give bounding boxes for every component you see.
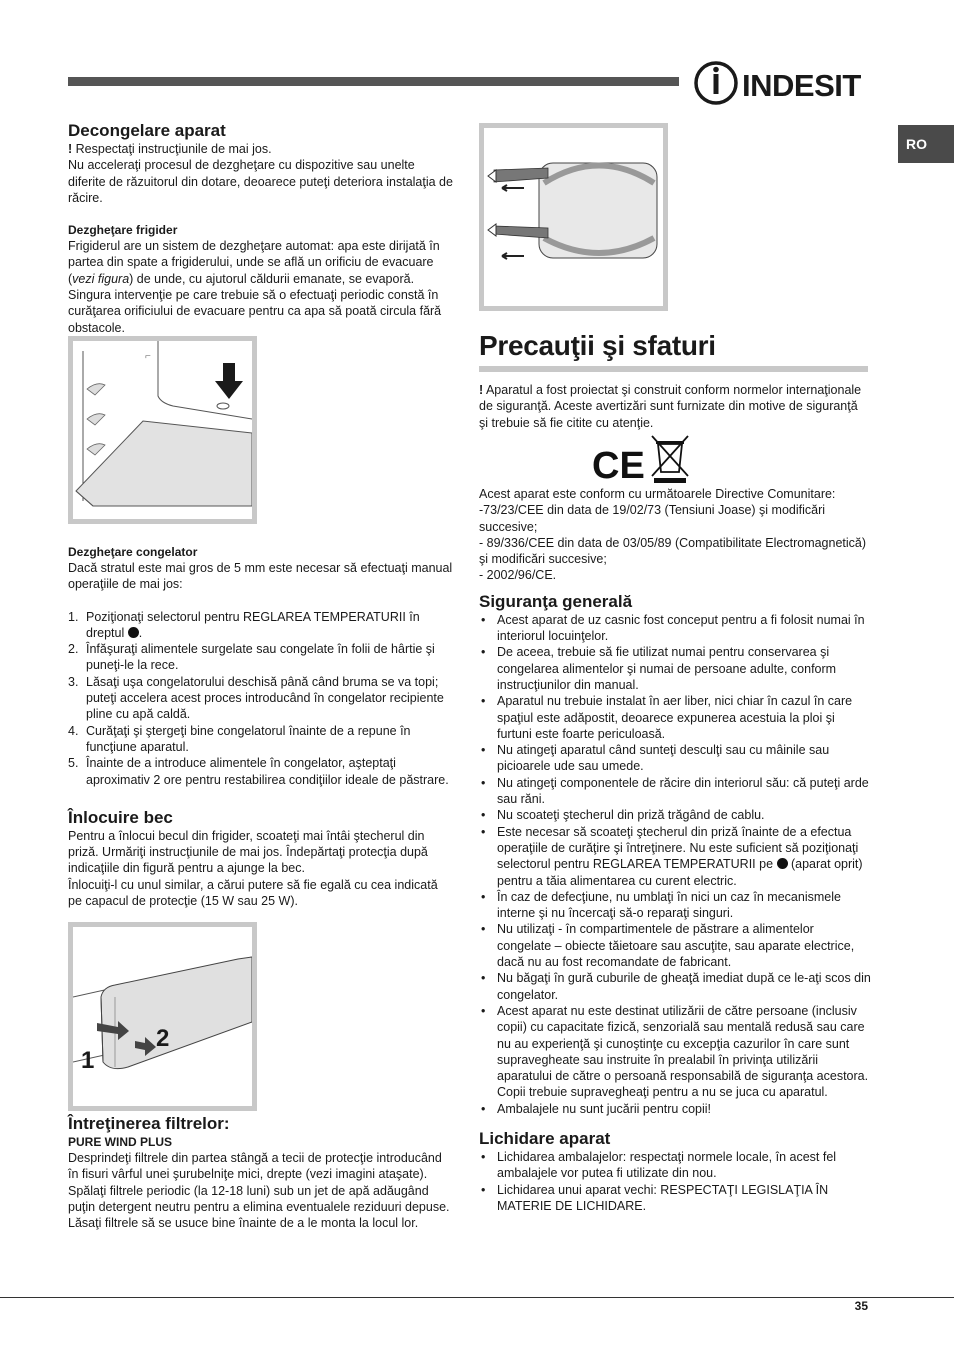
bulb-text-1: Pentru a înlocui becul din frigider, scoateţi mai întâi ştecherul din priză. Urmăriţi instrucţiunile de mai jos. Îndepărtaţi protecţia după indicaţiile din figură pentru a ajunge la bec. bbox=[68, 828, 428, 876]
page-number: 35 bbox=[854, 1299, 868, 1313]
filters-subtitle: PURE WIND PLUS bbox=[68, 1135, 173, 1149]
list-item: • Nu scoateţi ştecherul din priză trăgând de cablu. bbox=[479, 807, 871, 823]
directive-item: - 89/336/CEE din data de 03/05/89 (Compatibilitate Electromagnetică) şi modificări succesive; bbox=[479, 535, 867, 567]
warning-mark: ! bbox=[68, 142, 73, 156]
off-position-icon bbox=[128, 627, 139, 638]
disposal-list bbox=[479, 1149, 871, 1214]
list-item: • Acest aparat de uz casnic fost conceput pentru a fi folosit numai în interiorul locuinţelor. bbox=[479, 612, 871, 645]
list-item: • Acest aparat nu este destinat utilizării de către persoane (inclusiv copii) cu capacitate fizică, senzorială sau mentală redusă sau care nu au experienţă şi cunoştinţe cu excepţia cazurilor în care sunt supravegheate sau instruite în prealabil în privinţa utilizării aparatului de către o persoană responsabilă de siguranţa acestora. Copii trebuie supravegheaţi pentru a nu se juca cu aparatul. bbox=[479, 1003, 871, 1101]
list-item: • De aceea, trebuie să fie utilizat numai pentru conservarea şi congelarea alimentelor şi numai de persoane adulte, conform instrucţiunilor din manual. bbox=[479, 644, 871, 693]
bulb-fig-label-1: 1 bbox=[81, 1047, 95, 1074]
list-item: • Lichidarea unui aparat vechi: RESPECTAŢI LEGISLAŢIA ÎN MATERIE DE LICHIDARE. bbox=[479, 1182, 871, 1215]
list-item: 5. Înainte de a introduce alimentele în congelator, aşteptaţi aproximativ 2 ore pentru restabilirea condiţiilor ideale de păstrare. bbox=[68, 756, 449, 787]
disposal-title: Lichidare aparat bbox=[479, 1128, 611, 1148]
bulb-cover-figure bbox=[68, 922, 257, 1111]
header-rule bbox=[68, 77, 679, 86]
bulb-text-2: Înlocuiţi-l cu unul similar, a cărui putere să fie egală cu cea indicată pe capacul de protecţie (15 W sau 25 W). bbox=[68, 877, 438, 909]
safety-title: Siguranţa generală bbox=[479, 591, 633, 611]
list-item: • Aparatul nu trebuie instalat în aer liber, nici chiar în cazul în care spaţiul este adăpostit, deoarece expunerea acestuia la ploi şi furtuni este foarte periculoasă. bbox=[479, 693, 871, 742]
ce-mark-icon: CE bbox=[592, 445, 645, 484]
list-item: • Nu utilizaţi - în compartimentele de păstrare a alimentelor congelate – obiecte tăietoare sau ascuţite, sau aparate electrice, dacă nu au fost recomandate de fabricant. bbox=[479, 921, 871, 970]
filters-section bbox=[68, 1114, 454, 1231]
language-tab[interactable]: RO bbox=[898, 125, 954, 163]
directives-section bbox=[479, 486, 871, 1214]
list-item: • Nu băgaţi în gură cuburile de gheaţă imediat după ce le-aţi scos din congelator. bbox=[479, 970, 871, 1003]
precautions-header bbox=[479, 328, 868, 372]
list-item: 2. Înfăşuraţi alimentele surgelate sau congelate în folii de hârtie şi puneţi-le la rece. bbox=[68, 642, 435, 673]
filters-text-2: Spălaţi filtrele periodic (la 12-18 luni) sub un jet de apă adăugând puţin detergent neutru pentru a elimina eventualele reziduuri depuse. Lăsaţi filtrele să se usuce bine înainte de a le monta la locul lor. bbox=[68, 1183, 450, 1231]
defrost-steps bbox=[68, 609, 454, 788]
defrost-section bbox=[68, 121, 454, 336]
list-item: • Nu atingeţi aparatul când sunteţi desculţi sau cu mâinile sau picioarele ude sau umede. bbox=[479, 742, 871, 775]
fridge-defrost-title: Dezgheţare frigider bbox=[68, 223, 178, 238]
list-item: 4. Curăţaţi şi ştergeţi bine congelatorul înainte de a repune în funcţiune aparatul. bbox=[68, 723, 411, 754]
svg-text:⌐: ⌐ bbox=[145, 351, 151, 362]
freezer-defrost-text: Dacă stratul este mai gros de 5 mm este necesar să efectuaţi manual operaţiile de mai jos: bbox=[68, 561, 453, 592]
off-position-icon bbox=[777, 858, 788, 869]
list-item: • Ambalajele nu sunt jucării pentru copii! bbox=[479, 1101, 871, 1117]
safety-list bbox=[479, 612, 871, 1117]
filter-removal-figure bbox=[479, 123, 668, 311]
svg-text:INDESIT: INDESIT bbox=[742, 68, 861, 103]
fridge-defrost-text: Frigiderul are un sistem de dezgheţare automat: apa este dirijată în partea din spate a frigiderului, unde se află un orificiu de evacuare (vezi figura) de unde, cu ajutorul căldurii emanate, se evaporă. Singura intervenţie pe care trebuie să o efectuaţi periodic constă în curăţarea orificiului de evacuare pentru ca apa să poată circula fără obstacole. bbox=[68, 239, 442, 335]
weee-bin-icon bbox=[652, 436, 688, 483]
list-item: • Este necesar să scoateţi ştecherul din priză înainte de a efectua operaţiile de curăţire şi întreţinere. Nu este suficient să poziţionaţi selectorul pentru REGLAREA TEMPERATURII pe (aparat oprit) pentru a tăia alimentarea cu curent electric. bbox=[479, 824, 871, 889]
directive-item: -73/23/CEE din data de 19/02/73 (Tensiuni Joase) şi modificări succesive; bbox=[479, 503, 826, 534]
list-item: • Lichidarea ambalajelor: respectaţi normele locale, în acest fel ambalajele vor putea fi utilizate din nou. bbox=[479, 1149, 871, 1182]
warning-mark: ! bbox=[479, 383, 484, 397]
list-item: 1. Poziţionaţi selectorul pentru REGLAREA TEMPERATURII în dreptul . bbox=[68, 609, 420, 640]
intro-text: Aparatul a fost proiectat şi construit conform normelor internaţionale de siguranţă. Aceste avertizări sunt furnizate din motive de siguranţă şi trebuie să fie citite cu atenţie. bbox=[479, 383, 862, 430]
list-item: • În caz de defecţiune, nu umblaţi în nici un caz în mecanismele interne şi nu încercaţi să-o reparaţi singuri. bbox=[479, 889, 871, 922]
precautions-intro bbox=[479, 382, 868, 431]
defrost-intro: Respectaţi instrucţiunile de mai jos. bbox=[72, 142, 272, 156]
freezer-defrost-section bbox=[68, 544, 454, 909]
freezer-defrost-title: Dezgheţare congelator bbox=[68, 545, 198, 559]
list-item: 3. Lăsaţi uşa congelatorului deschisă până când bruma se va topi; puteţi accelera acest proces introducând în congelator recipiente pline cu apă caldă. bbox=[68, 674, 444, 722]
defrost-title: Decongelare aparat bbox=[68, 121, 226, 140]
directives-intro: Acest aparat este conform cu următoarele Directive Comunitare: bbox=[479, 487, 836, 501]
footer-rule bbox=[0, 1297, 954, 1298]
bulb-fig-label-2: 2 bbox=[156, 1025, 170, 1052]
page-title: Precauţii şi sfaturi bbox=[479, 330, 716, 361]
bulb-title: Înlocuire bec bbox=[68, 807, 173, 827]
filters-title: Întreţinerea filtrelor: bbox=[68, 1114, 230, 1133]
indesit-logo bbox=[694, 60, 870, 106]
directive-item: - 2002/96/CE. bbox=[479, 568, 557, 583]
certification-marks bbox=[592, 432, 696, 484]
defrost-warning: Nu acceleraţi procesul de dezgheţare cu dispozitive sau unelte diferite de răzuitorul din dotare, deoarece puteţi deteriora instalaţia de răcire. bbox=[68, 158, 453, 205]
title-underline bbox=[479, 366, 868, 372]
fridge-drain-figure bbox=[68, 336, 257, 524]
list-item: • Nu atingeţi componentele de răcire din interiorul său: că puteţi arde sau răni. bbox=[479, 775, 871, 808]
filters-text-1: Desprindeţi filtrele din partea stângă a tecii de protecţie introducând în fisuri vârful unei şurubelniţe mici, drepte (vezi imagini ataşate). bbox=[68, 1151, 442, 1182]
